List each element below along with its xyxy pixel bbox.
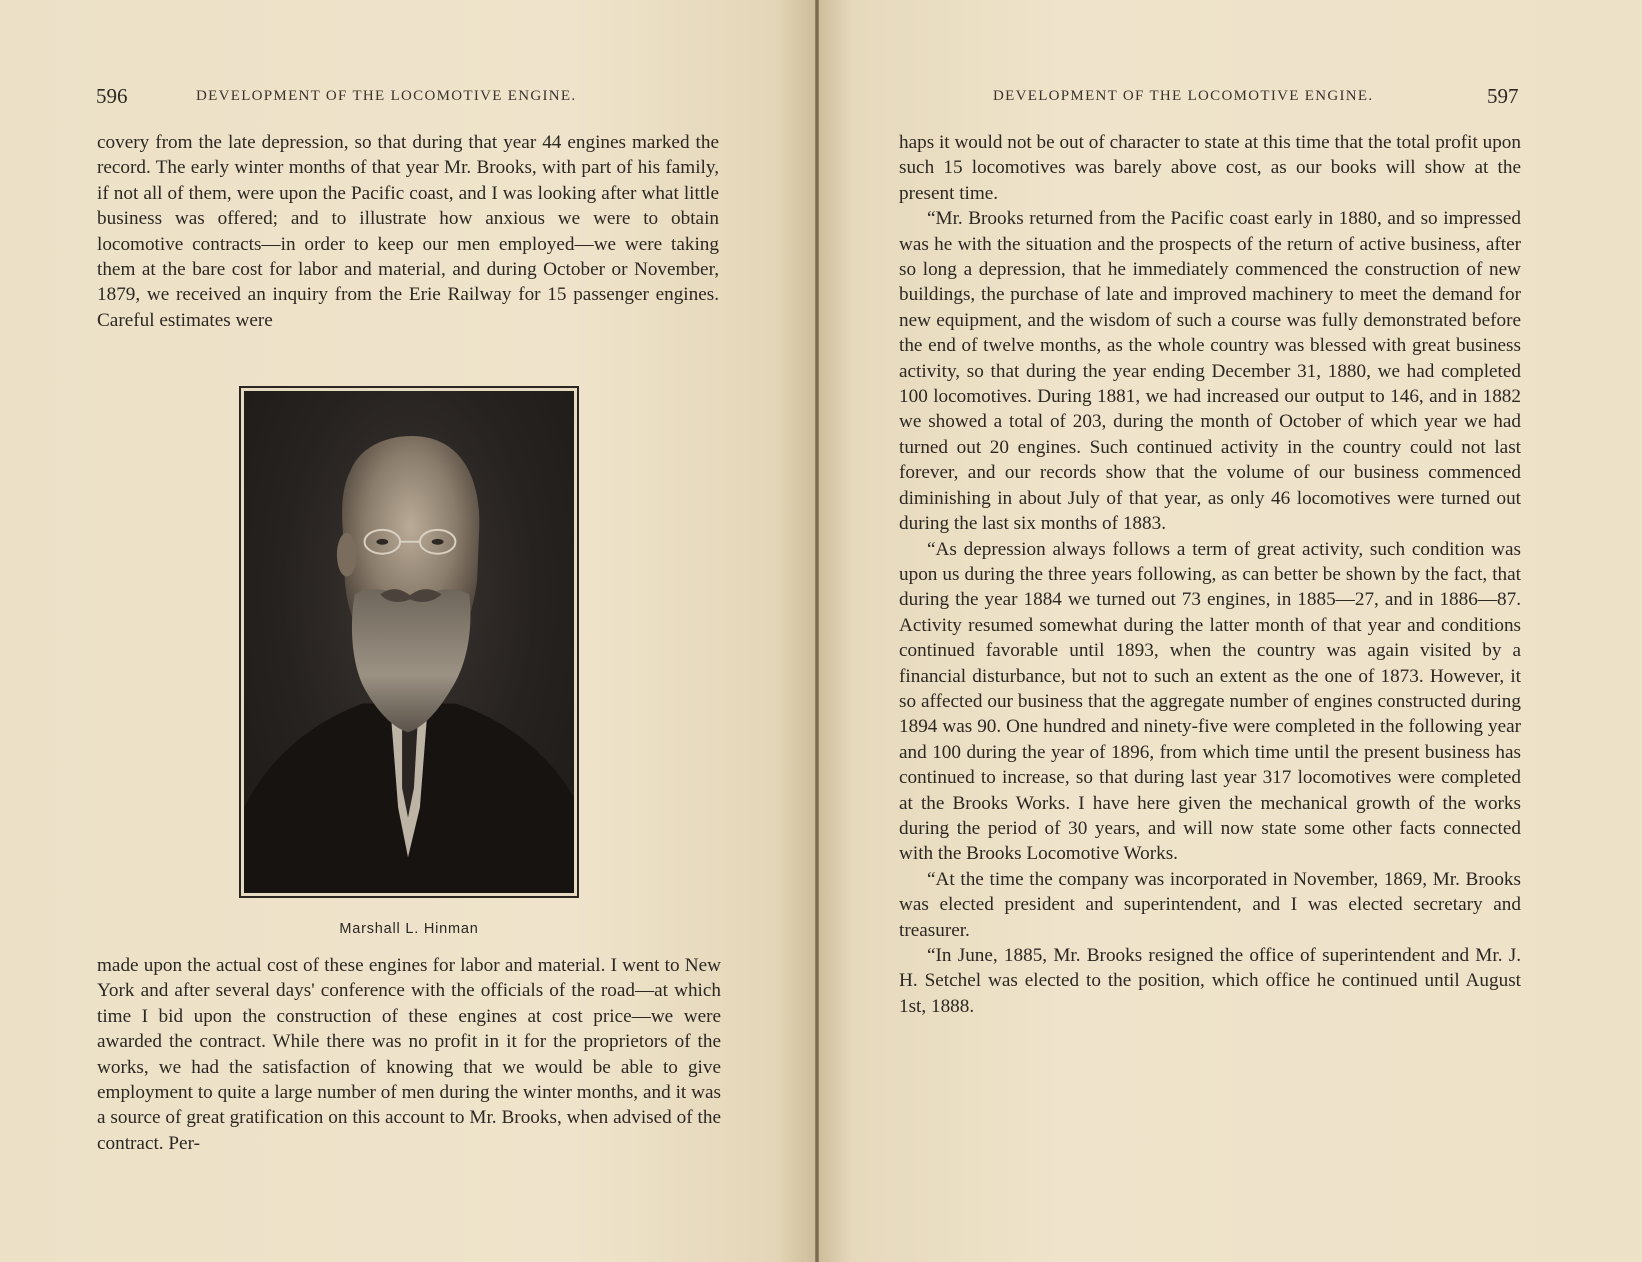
right-page [819, 0, 1642, 1262]
paragraph: haps it would not be out of character to state at this time that the total profit upon such 15 locomotives was barely above cost, as our books will show at the present time. [899, 132, 1521, 204]
paragraph: “Mr. Brooks returned from the Pacific coast early in 1880, and so impressed was he with the situation and the prospects of the return of active business, after so long a depression, that he immediately commenced the construction of new buildings, the purchase of late and improved machinery to meet the demand for new equipment, and the wisdom of such a course was fully demonstrated before the end of twelve months, as the whole country was blessed with great business activity, so that during the year ending December 31, 1880, we had completed 100 locomotives. During 1881, we had increased our output to 146, and in 1882 we showed a total of 203, during the month of October of which year we had turned out 20 engines. Such continued activity in the country could not last forever, and our records show that the volume of our business commenced diminishing in about July of that year, as only 46 locomotives were turned out during the last six months of 1883. [899, 208, 1521, 535]
portrait-illustration [244, 391, 574, 893]
running-head: DEVELOPMENT OF THE LOCOMOTIVE ENGINE. [196, 88, 577, 104]
paragraph: covery from the late depression, so that during that year 44 engines marked the record. The early winter months of that year Mr. Brooks, with part of his family, if not all of them, were upon the Pacific coast, and I was looking after what little business was offered; and to illustrate how anxious we were to obtain locomotive contracts—in order to keep our men employed—we were taking them at the bare cost for labor and material, and during October or November, 1879, we received an inquiry from the Erie Railway for 15 passenger engines. Careful estimates were [97, 132, 719, 331]
body-text-top [97, 130, 719, 333]
running-head: DEVELOPMENT OF THE LOCOMOTIVE ENGINE. [993, 88, 1374, 104]
paragraph: made upon the actual cost of these engines for labor and material. I went to New York and after several days' conference with the officials of the road—at which time I bid upon the construction of these engines at cost price—we were awarded the contract. While there was no profit in it for the proprietors of the works, we had the satisfaction of knowing that we would be able to give employment to quite a large number of men during the winter months, and it was a source of great gratification on this account to Mr. Brooks, when advised of the contract. Per- [97, 955, 721, 1154]
page-number: 597 [1487, 84, 1519, 108]
body-text [899, 130, 1521, 1019]
portrait-figure [239, 386, 579, 898]
paragraph: “As depression always follows a term of great activity, such condition was upon us during the three years following, as can better be shown by the fact, that during the year 1884 we turned out 73 engines, in 1885—27, and in 1886—87. Activity resumed somewhat during the latter month of that year and conditions continued favorable until 1893, when the country was again visited by a financial disturbance, but not to such an extent as the one of 1873. However, it so affected our business that the aggregate number of engines constructed during 1894 was 90. One hundred and ninety-five were completed in the following year and 100 during the year of 1896, from which time until the present business has continued to increase, so that during last year 317 locomotives were completed at the Brooks Works. I have here given the mechanical growth of the works during the period of 30 years, and will now state some other facts connected with the Brooks Locomotive Works. [899, 538, 1521, 865]
paragraph: “At the time the company was incorporated in November, 1869, Mr. Brooks was elected president and superintendent, and I was elected secretary and treasurer. [899, 868, 1521, 941]
left-page [0, 0, 815, 1262]
body-text-bottom [97, 953, 721, 1156]
figure-caption: Marshall L. Hinman [339, 921, 479, 937]
portrait-photo [244, 391, 574, 893]
page-number: 596 [96, 84, 128, 108]
paragraph: “In June, 1885, Mr. Brooks resigned the office of superintendent and Mr. J. H. Setchel was elected to the position, which office he continued until August 1st, 1888. [899, 945, 1521, 1017]
